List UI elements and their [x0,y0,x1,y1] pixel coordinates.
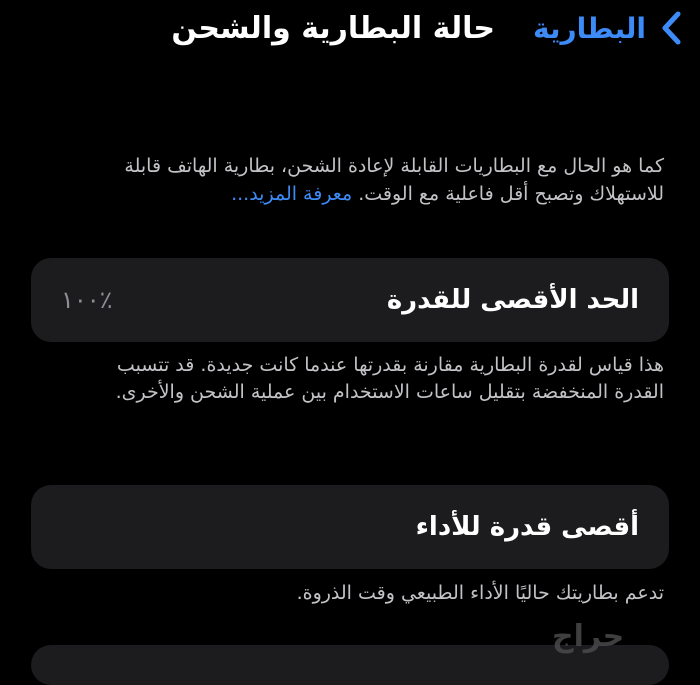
navigation-bar [0,0,700,60]
intro-text [95,152,664,208]
max-capacity-value: ٪١٠٠ [61,286,113,314]
intro-body: كما هو الحال مع البطاريات القابلة لإعادة الشحن، بطارية الهاتف قابلة للاستهلاك وتصبح أقل فاعلية مع الوقت. [124,155,664,205]
peak-performance-row [31,485,669,569]
chevron-left-icon [660,10,682,46]
max-capacity-label: الحد الأقصى للقدرة [386,285,639,315]
max-capacity-row [31,258,669,342]
max-capacity-description: هذا قياس لقدرة البطارية مقارنة بقدرتها عندما كانت جديدة. قد تتسبب القدرة المنخفضة بتقليل ساعات الاستخدام بين عملية الشحن والأخرى. [115,354,664,403]
peak-performance-label: أقصى قدرة للأداء [415,512,639,542]
back-button[interactable] [533,8,682,48]
back-label: البطارية [533,11,646,45]
peak-performance-description: تدعم بطاريتك حاليًا الأداء الطبيعي وقت الذروة. [296,582,664,604]
learn-more-link[interactable]: معرفة المزيد... [231,183,353,205]
page-title: حالة البطارية والشحن [171,10,495,46]
watermark-logo: حراج [552,618,625,654]
